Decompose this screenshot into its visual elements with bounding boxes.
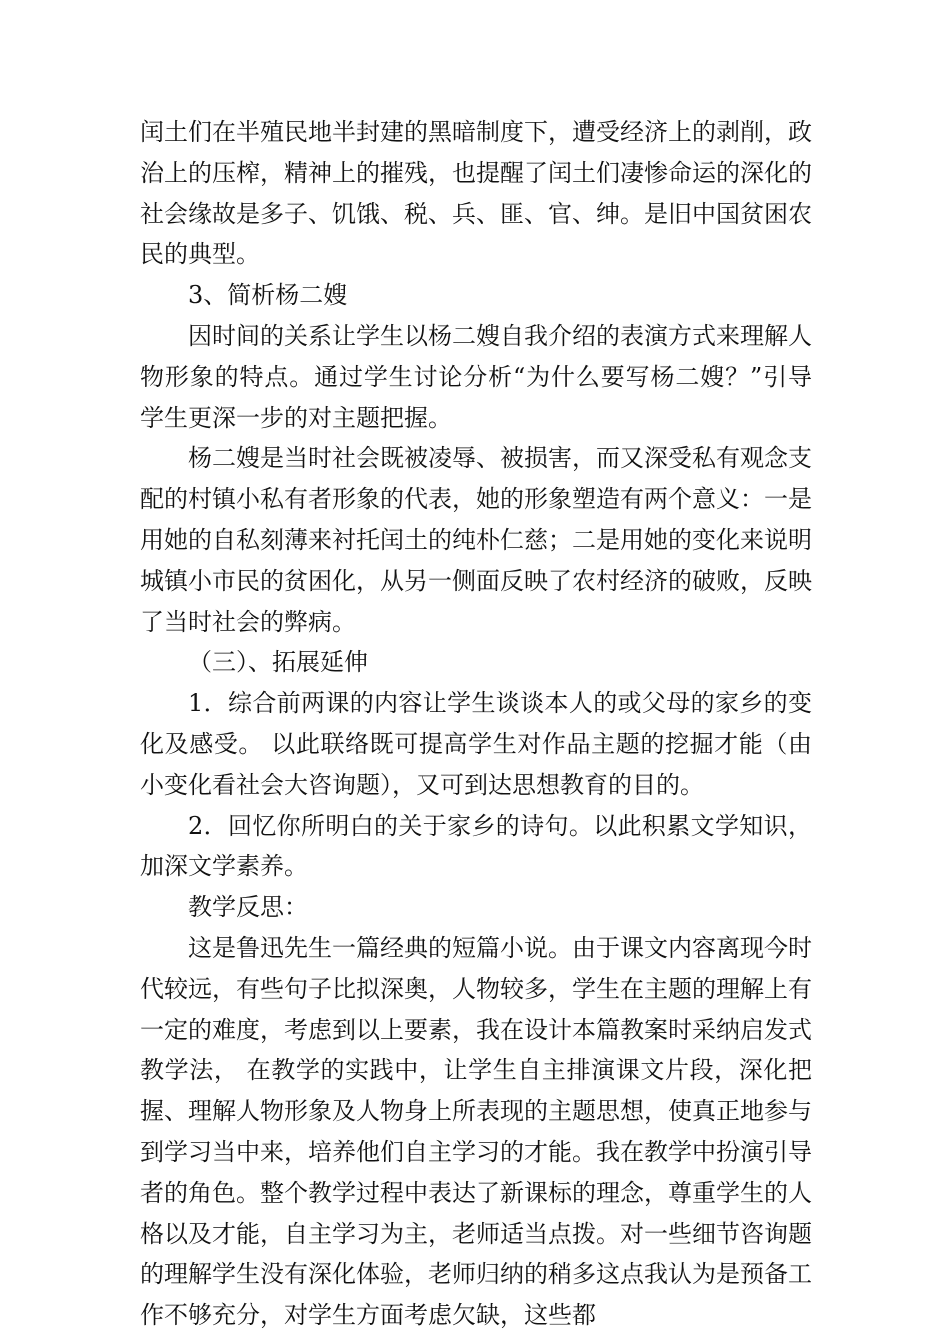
document-body — [140, 112, 812, 1336]
paragraph-8: 教学反思： — [188, 893, 308, 922]
paragraph-4: 杨二嫂是当时社会既被凌辱、被损害，而又深受私有观念支配的村镇小私有者形象的代表，她的形象塑造有两个意义：一是用她的自私刻薄来衬托闰土的纯朴仁慈；二是用她的变化来说明城镇小市民的贫困化，从另一侧面反映了农村经济的破败，反映了当时社会的弊病。 — [140, 444, 812, 636]
paragraph-7: 2．回忆你所明白的关于家乡的诗句。以此积累文学知识，加深文学素养。 — [140, 811, 812, 881]
paragraph-9: 这是鲁迅先生一篇经典的短篇小说。由于课文内容离现今时代较远，有些句子比拟深奥，人物较多，学生在主题的理解上有一定的难度，考虑到以上要素，我在设计本篇教案时采纳启发式教学法， 在教学的实践中，让学生自主排演课文片段，深化把握、理解人物形象及人物身上所表现的主题思想，使真正地参与到学习当中来，培养他们自主学习的才能。我在教学中扮演引导者的角色。整个教学过程中表达了新课标的理念，尊重学生的人格以及才能，自主学习为主，老师适当点拨。对一些细节咨询题的理解学生没有深化体验，老师归纳的稍多这点我认为是预备工作不够充分，对学生方面考虑欠缺，这些都 — [140, 933, 812, 1330]
paragraph-3: 因时间的关系让学生以杨二嫂自我介绍的表演方式来理解人物形象的特点。通过学生讨论分析“为什么要写杨二嫂？”引导学生更深一步的对主题把握。 — [140, 321, 812, 432]
paragraph-1: 闰土们在半殖民地半封建的黑暗制度下，遭受经济上的剥削，政治上的压榨，精神上的摧残，也提醒了闰土们凄惨命运的深化的社会缘故是多子、饥饿、税、兵、匪、官、绅。是旧中国贫困农民的典型。 — [140, 118, 812, 269]
paragraph-5: （三）、拓展延伸 — [188, 648, 368, 677]
paragraph-2: 3、简析杨二嫂 — [188, 281, 348, 310]
paragraph-6: 1．综合前两课的内容让学生谈谈本人的或父母的家乡的变化及感受。 以此联络既可提高学生对作品主题的挖掘才能（由小变化看社会大咨询题），又可到达思想教育的目的。 — [140, 689, 812, 799]
